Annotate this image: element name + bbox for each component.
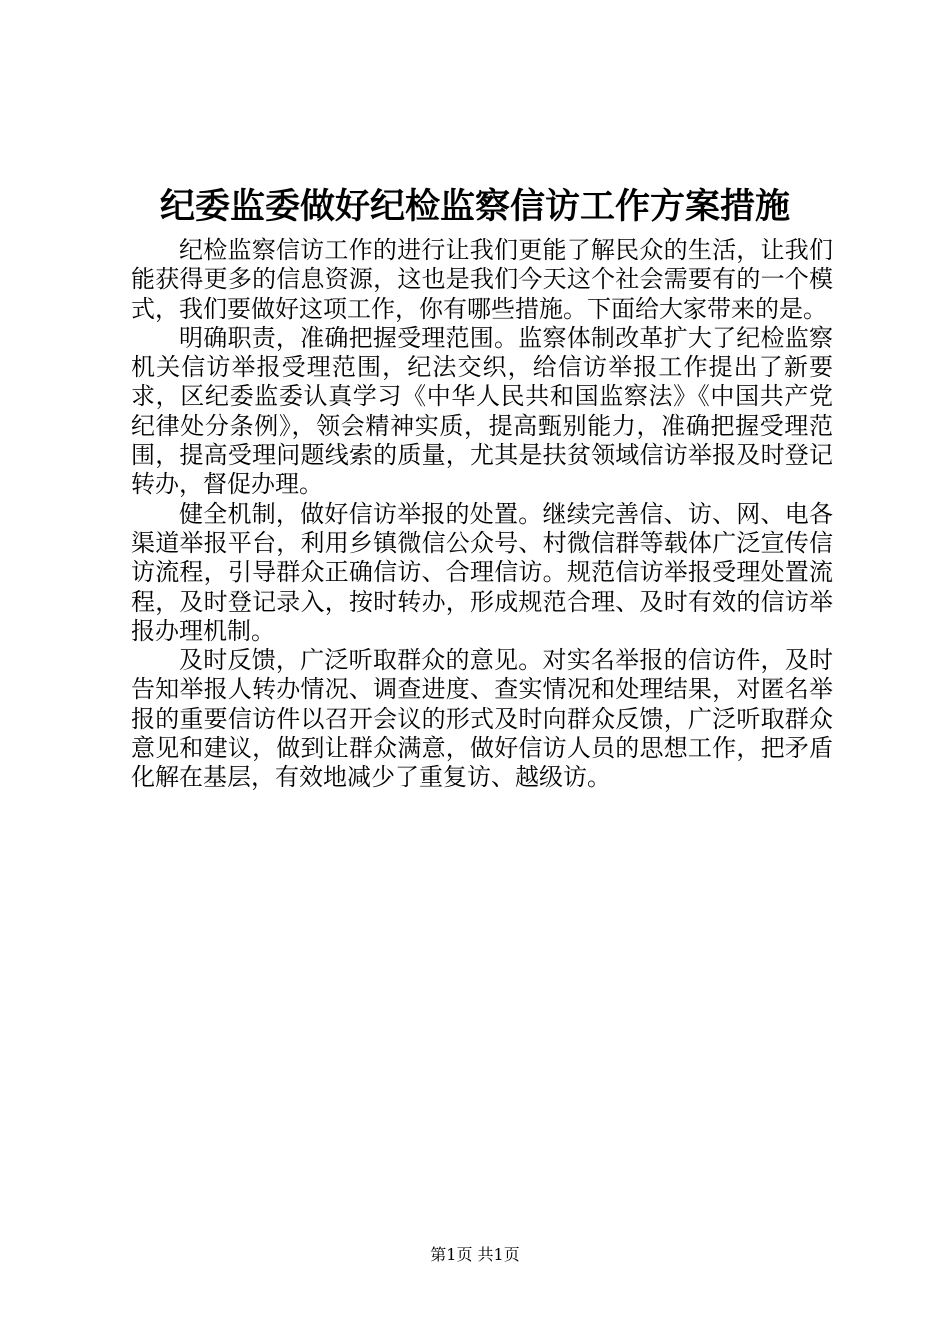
paragraph-responsibility: 明确职责，准确把握受理范围。监察体制改革扩大了纪检监察机关信访举报受理范围，纪法交织，给信访举报工作提出了新要求，区纪委监委认真学习《中华人民共和国监察法》《中国共产党纪律处分条例》，领会精神实质，提高甄别能力，准确把握受理范围，提高受理问题线索的质量，尤其是扶贫领域信访举报及时登记转办，督促办理。 [131,323,833,499]
paragraph-feedback: 及时反馈，广泛听取群众的意见。对实名举报的信访件，及时告知举报人转办情况、调查进度、查实情况和处理结果，对匿名举报的重要信访件以召开会议的形式及时向群众反馈，广泛听取群众意见和建议，做到让群众满意，做好信访人员的思想工作，把矛盾化解在基层，有效地减少了重复访、越级访。 [131,646,833,792]
document-body [131,236,833,793]
paragraph-mechanism: 健全机制，做好信访举报的处置。继续完善信、访、网、电各渠道举报平台，利用乡镇微信公众号、村微信群等载体广泛宣传信访流程，引导群众正确信访、合理信访。规范信访举报受理处置流程，及时登记录入，按时转办，形成规范合理、及时有效的信访举报办理机制。 [131,499,833,645]
page-footer: 第1页 共1页 [430,1245,520,1264]
paragraph-intro: 纪检监察信访工作的进行让我们更能了解民众的生活，让我们能获得更多的信息资源，这也是我们今天这个社会需要有的一个模式，我们要做好这项工作，你有哪些措施。下面给大家带来的是。 [131,236,833,323]
document-title: 纪委监委做好纪检监察信访工作方案措施 [159,186,790,227]
